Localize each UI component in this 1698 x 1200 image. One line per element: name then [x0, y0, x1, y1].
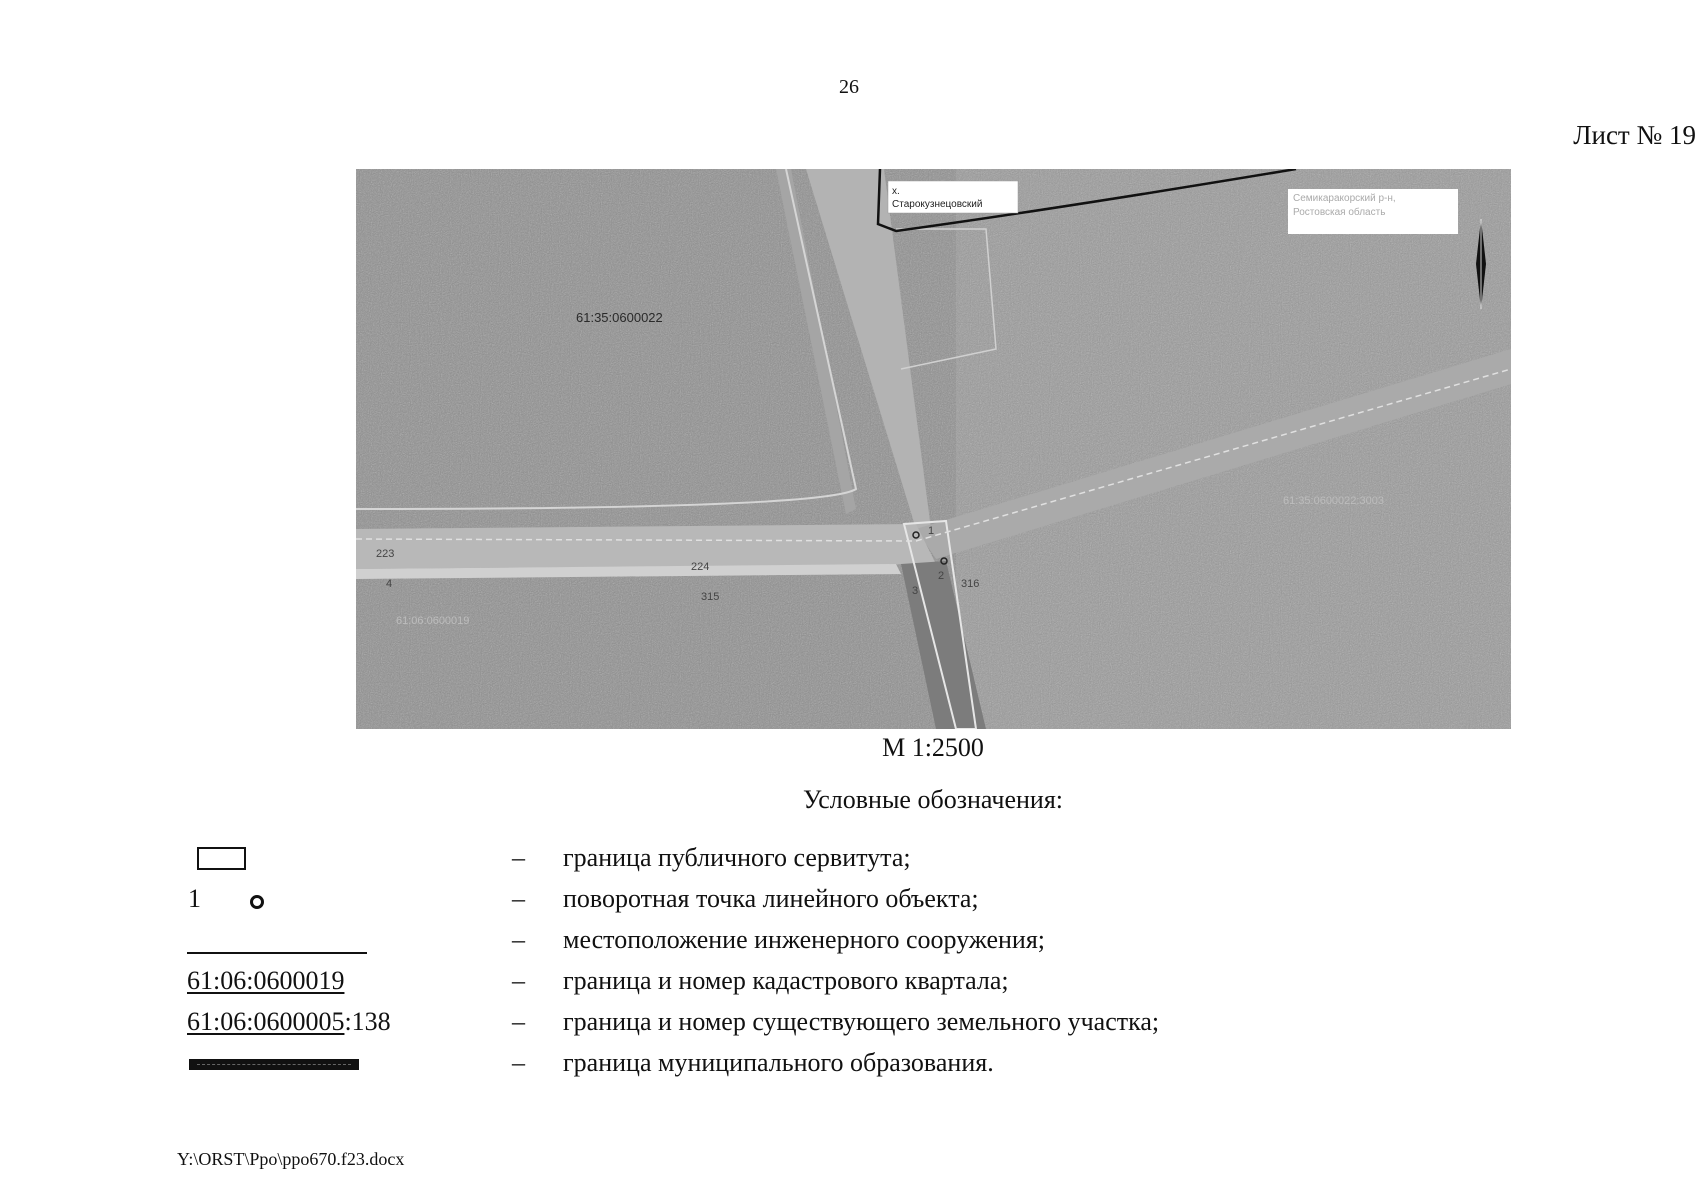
road-west — [356, 524, 936, 569]
legend-text: граница публичного сервитута; — [563, 843, 911, 872]
legend-dash: – — [512, 1048, 525, 1077]
legend-dash: – — [512, 1007, 525, 1036]
municipal-boundary-symbol — [189, 1059, 359, 1070]
legend-title: Условные обозначения: — [802, 785, 1064, 814]
engineering-line-symbol — [187, 952, 367, 954]
settlement-label-line2: Старокузнецовский — [892, 199, 983, 210]
point-label: 316 — [961, 578, 980, 590]
footer-file-path: Y:\ORST\Ppo\ppo670.f23.docx — [177, 1149, 405, 1169]
point-label: 4 — [386, 578, 393, 590]
map-scale: М 1:2500 — [882, 733, 984, 762]
legend-text: граница и номер кадастрового квартала; — [563, 966, 1009, 995]
legend-dash: – — [512, 843, 525, 872]
parcel-code-symbol: 61:06:0600005:138 — [187, 1007, 391, 1036]
point-label: 1 — [928, 525, 935, 537]
point-label: 3 — [912, 585, 919, 597]
legend-text: граница и номер существующего земельного участка; — [563, 1007, 1160, 1036]
servitude-boundary-symbol — [197, 847, 246, 870]
parcel-label-west: 61:06:0600019 — [396, 615, 470, 627]
settlement-label-line1: х. — [892, 186, 900, 197]
legend-item-quarter — [0, 966, 1698, 1006]
parcel-label-east: 61:35:0600022:3003 — [1283, 495, 1384, 507]
legend-item-municipal — [0, 1048, 1698, 1088]
page-number: 26 — [839, 76, 859, 98]
legend-dash: – — [512, 884, 525, 913]
legend-item-turning-point — [0, 884, 1698, 924]
quarter-label: 61:35:0600022 — [576, 310, 663, 325]
sheet-label: Лист № 19 — [1573, 120, 1696, 150]
map-image — [356, 169, 1511, 729]
point-label: 224 — [691, 561, 710, 573]
point-label: 2 — [938, 570, 945, 582]
quarter-code-symbol: 61:06:0600019 — [187, 966, 345, 995]
legend-dash: – — [512, 966, 525, 995]
legend-item-servitude — [0, 843, 1698, 883]
legend-text: поворотная точка линейного объекта; — [563, 884, 979, 913]
point-label: 223 — [376, 548, 395, 560]
legend-text: граница муниципального образования. — [563, 1048, 994, 1077]
point-circle-symbol — [250, 895, 264, 909]
point-number-symbol: 1 — [188, 884, 201, 913]
district-label-line2: Ростовская область — [1293, 207, 1386, 218]
legend-item-engineering — [0, 925, 1698, 965]
legend-item-parcel — [0, 1007, 1698, 1047]
legend-dash: – — [512, 925, 525, 954]
district-label-line1: Семикаракорский р-н, — [1293, 193, 1396, 204]
legend-text: местоположение инженерного сооружения; — [563, 925, 1046, 954]
point-label: 315 — [701, 591, 720, 603]
